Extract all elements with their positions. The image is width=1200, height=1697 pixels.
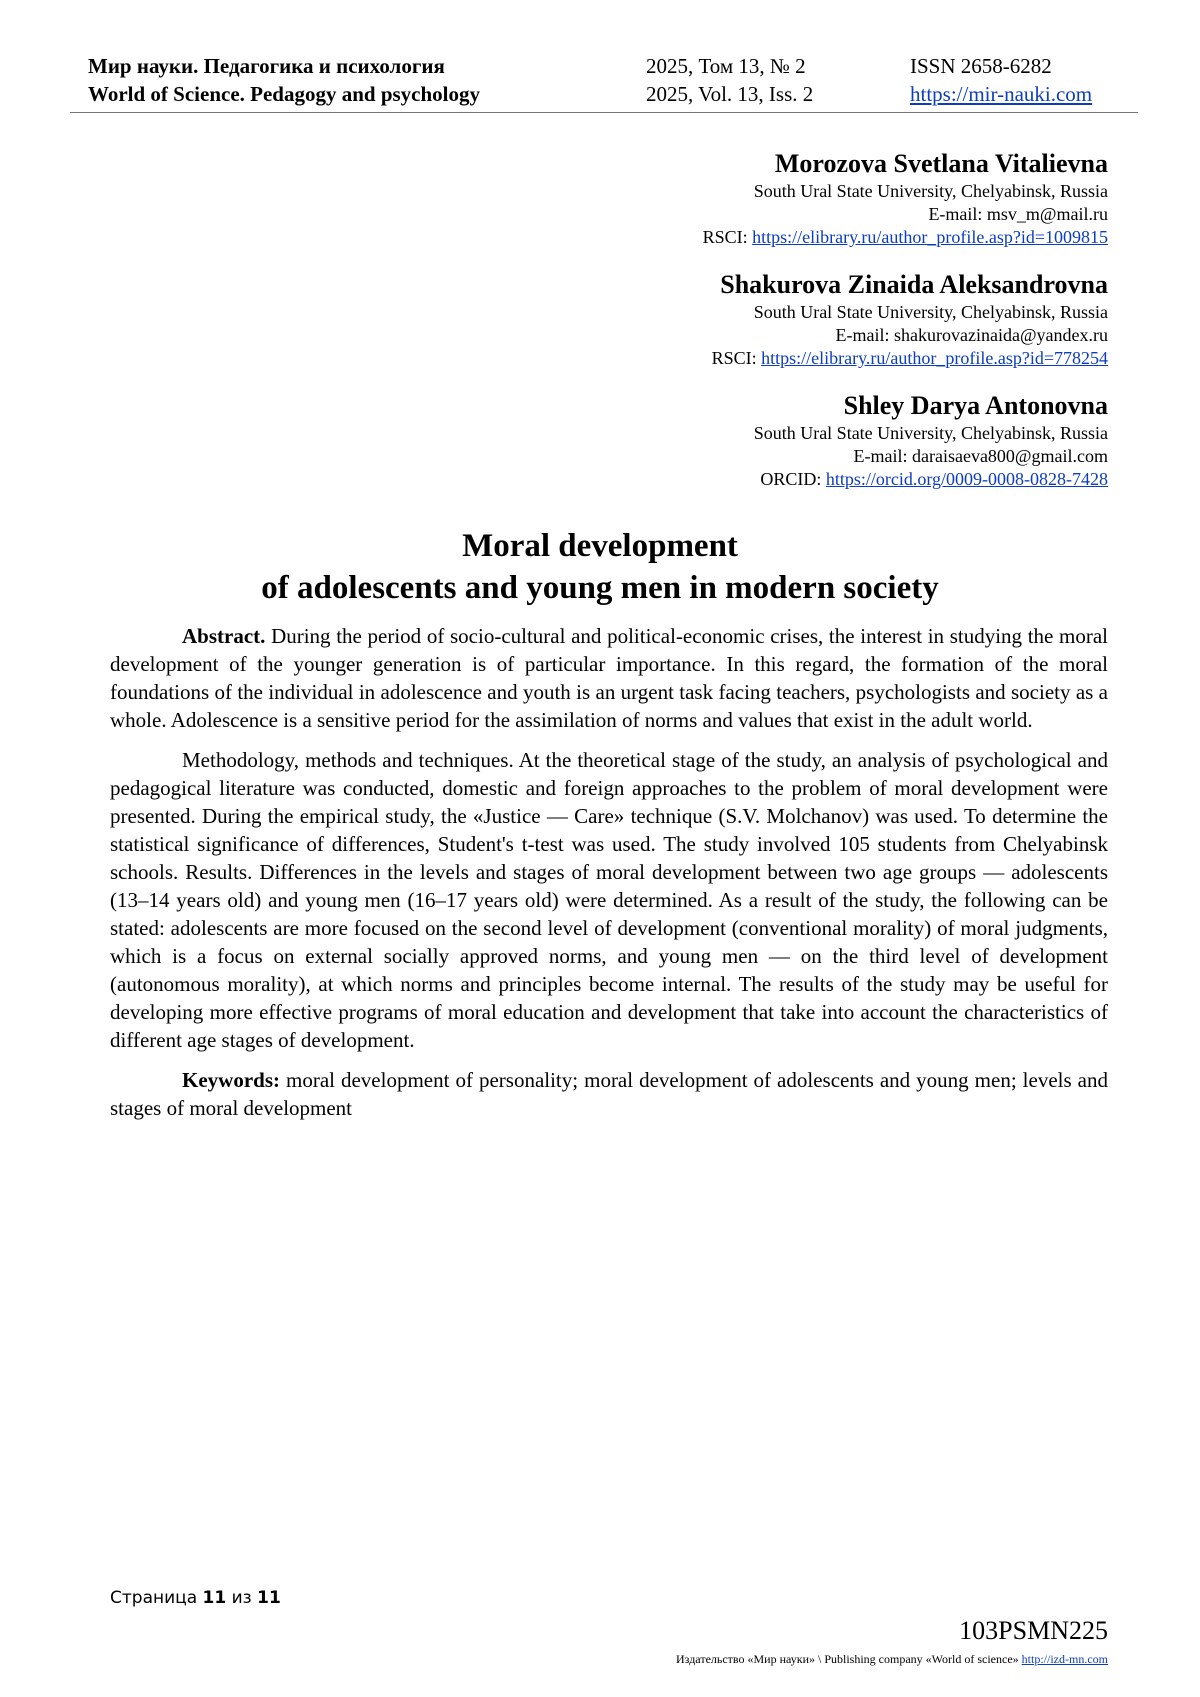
abstract-label: Abstract. — [182, 624, 266, 648]
author-3 — [408, 390, 1108, 491]
issue-column — [646, 52, 813, 108]
issue-en: 2025, Vol. 13, Iss. 2 — [646, 82, 814, 106]
issn: ISSN 2658-6282 — [910, 54, 1052, 78]
author-name: Shley Darya Antonovna — [843, 391, 1108, 420]
page-word: Страница — [110, 1588, 203, 1608]
author-email: E-mail: msv_m@mail.ru — [928, 204, 1108, 224]
header-divider — [70, 112, 1138, 113]
author-orcid-link[interactable]: https://orcid.org/0009-0008-0828-7428 — [825, 469, 1108, 489]
page-number — [110, 1588, 281, 1608]
page-of: из — [226, 1588, 258, 1608]
article-code: 103PSMN225 — [959, 1616, 1108, 1645]
author-name: Shakurova Zinaida Aleksandrovna — [720, 270, 1108, 299]
issn-column — [910, 52, 1092, 108]
issue-ru: 2025, Том 13, № 2 — [646, 54, 806, 78]
methodology-paragraph: Methodology, methods and techniques. At the theoretical stage of the study, an analysis of psychological and pedagogical literature was conducted, domestic and foreign approaches to the problem of moral development were presented. During the empirical study, the «Justice — Care» technique (S.V. Molchanov) was used. To determine the statistical significance of differences, Student's t-test was used. The study involved 105 students from Chelyabinsk schools. Results. Differences in the levels and stages of moral development between two age groups — adolescents (13–14 years old) and young men (16–17 years old) were determined. As a result of the study, the following can be stated: adolescents are more focused on the second level of development (conventional morality) of moral judgments, which is a focus on external socially approved norms, and young men — on the third level of development (autonomous morality), at which norms and principles become internal. The results of the study may be useful for developing more effective programs of moral education and development that take into account the characteristics of different age stages of development. — [110, 748, 1108, 1052]
page-current: 11 — [202, 1588, 227, 1608]
author-id-label: RSCI: — [711, 348, 762, 368]
author-id-label: ORCID: — [760, 469, 826, 489]
author-name: Morozova Svetlana Vitalievna — [774, 149, 1108, 178]
author-email: E-mail: shakurovazinaida@yandex.ru — [835, 325, 1108, 345]
author-profile-link[interactable]: https://elibrary.ru/author_profile.asp?id=1009815 — [752, 227, 1108, 247]
author-email: E-mail: daraisaeva800@gmail.com — [853, 446, 1108, 466]
authors-block — [408, 148, 1108, 511]
publisher-link[interactable]: http://izd-mn.com — [1021, 1652, 1108, 1666]
author-affiliation: South Ural State University, Chelyabinsk, Russia — [753, 302, 1108, 322]
article-title — [60, 525, 1140, 609]
author-id-label: RSCI: — [702, 227, 753, 247]
author-1 — [408, 148, 1108, 249]
keywords-text: moral development of personality; moral development of adolescents and young men; levels and stages of moral development — [110, 1068, 1108, 1120]
author-profile-link[interactable]: https://elibrary.ru/author_profile.asp?id=778254 — [761, 348, 1108, 368]
article-title-line-1: Moral development — [462, 528, 738, 564]
publisher-text: Издательство «Мир науки» \ Publishing company «World of science» — [676, 1652, 1022, 1666]
article-title-line-2: of adolescents and young men in modern society — [261, 570, 939, 606]
page-total: 11 — [257, 1588, 281, 1608]
publisher-line — [676, 1652, 1108, 1667]
journal-title-ru: Мир науки. Педагогика и психология — [88, 54, 445, 78]
keywords-paragraph — [110, 1066, 1108, 1122]
journal-site-link[interactable]: https://mir-nauki.com — [910, 82, 1093, 106]
journal-title-en: World of Science. Pedagogy and psychology — [88, 82, 481, 106]
author-2 — [408, 269, 1108, 370]
article-body — [110, 622, 1108, 1134]
abstract-paragraph — [110, 622, 1108, 734]
author-affiliation: South Ural State University, Chelyabinsk, Russia — [753, 181, 1108, 201]
author-affiliation: South Ural State University, Chelyabinsk, Russia — [753, 423, 1108, 443]
abstract-text: During the period of socio-cultural and political-economic crises, the interest in studying the moral development of the younger generation is of particular importance. In this regard, the formation of the moral foundations of the individual in adolescence and youth is an urgent task facing teachers, psychologists and society as a whole. Adolescence is a sensitive period for the assimilation of norms and values that exist in the adult world. — [110, 624, 1108, 732]
keywords-label: Keywords: — [182, 1068, 280, 1092]
journal-title-column — [88, 52, 480, 108]
